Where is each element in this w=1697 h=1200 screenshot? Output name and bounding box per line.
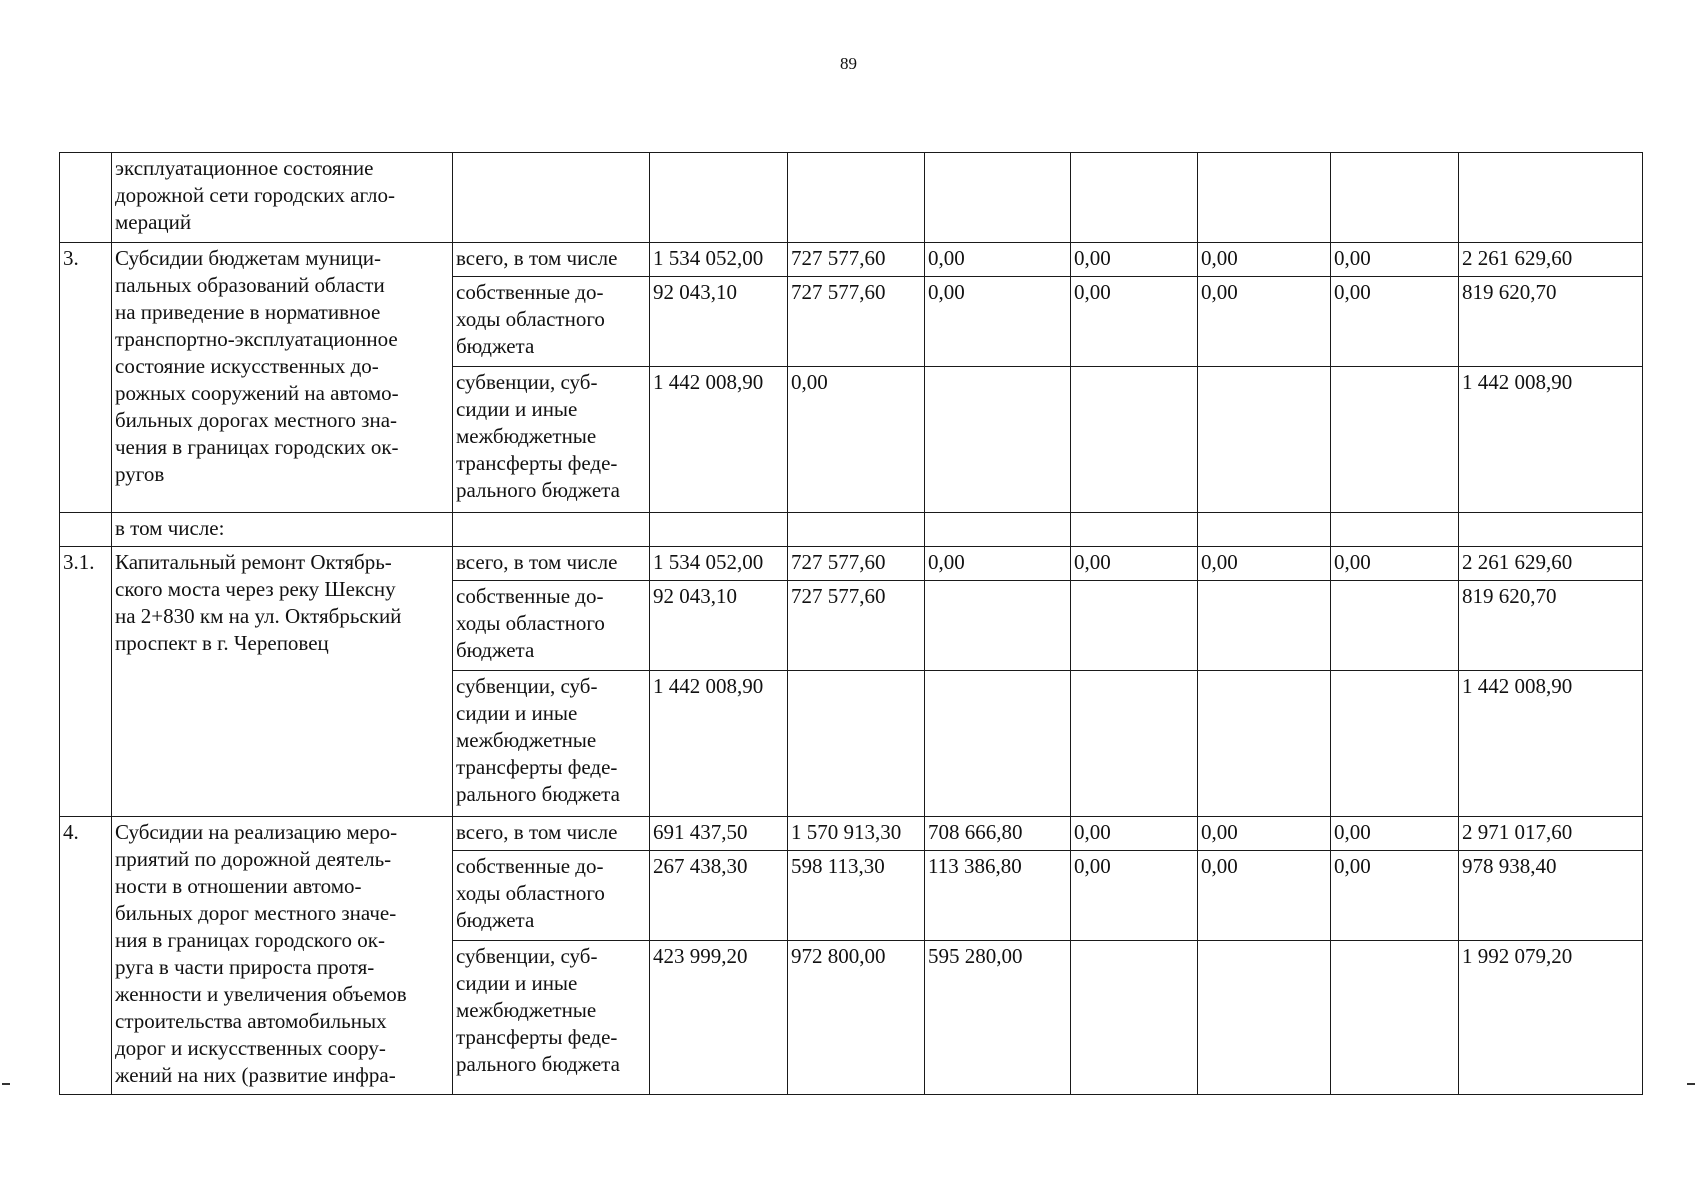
value-cell: 727 577,60 [788,581,925,671]
value-cell: 0,00 [1331,817,1459,851]
value-cell [1331,153,1459,243]
value-cell: 0,00 [1198,277,1331,367]
source-cell [453,513,650,547]
source-label: субвенции, суб- сидии и иные межбюджетные трансферты феде- рального бюджета [453,941,650,1095]
source-label: всего, в том числе [453,547,650,581]
value-cell [788,513,925,547]
source-label: всего, в том числе [453,243,650,277]
value-cell: 727 577,60 [788,243,925,277]
value-cell [1331,671,1459,817]
budget-table [59,152,1643,1095]
row-description: Капитальный ремонт Октябрь- ского моста через реку Шексну на 2+830 км на ул. Октябрьский проспект в г. Череповец [112,547,453,817]
value-cell: 0,00 [1331,277,1459,367]
row-number: 3.1. [60,547,112,817]
value-cell [1198,941,1331,1095]
source-label: всего, в том числе [453,817,650,851]
value-cell: 598 113,30 [788,851,925,941]
source-label: собственные до- ходы областного бюджета [453,277,650,367]
value-cell: 1 442 008,90 [650,367,788,513]
value-cell [1071,367,1198,513]
table-row [60,153,1643,243]
value-cell: 0,00 [1198,817,1331,851]
sum-cell [1459,513,1643,547]
sum-cell: 819 620,70 [1459,581,1643,671]
value-cell [1331,513,1459,547]
value-cell [1198,581,1331,671]
sum-cell: 2 261 629,60 [1459,243,1643,277]
value-cell: 0,00 [1071,817,1198,851]
value-cell [1071,513,1198,547]
scan-edge-mark [1687,1083,1695,1085]
value-cell: 972 800,00 [788,941,925,1095]
value-cell: 1 442 008,90 [650,671,788,817]
value-cell: 0,00 [1331,851,1459,941]
value-cell [1071,581,1198,671]
value-cell: 0,00 [1071,243,1198,277]
value-cell: 0,00 [1198,243,1331,277]
value-cell: 0,00 [1198,851,1331,941]
value-cell [650,513,788,547]
row-number: 4. [60,817,112,1095]
row-description: Субсидии на реализацию меро- приятий по дорожной деятель- ности в отношении автомо- бильных дорог местного значе- ния в границах городского ок- руга в части прироста протя- женности и увеличения объемов строительства автомобильных дорог и искусственных соору- жений на них (развитие инфра- [112,817,453,1095]
table-row [60,513,1643,547]
value-cell [1071,671,1198,817]
value-cell: 691 437,50 [650,817,788,851]
value-cell [1331,581,1459,671]
source-cell [453,153,650,243]
source-label: субвенции, суб- сидии и иные межбюджетные трансферты феде- рального бюджета [453,671,650,817]
sum-cell: 2 261 629,60 [1459,547,1643,581]
page-number: 89 [840,54,857,73]
source-label: субвенции, суб- сидии и иные межбюджетные трансферты феде- рального бюджета [453,367,650,513]
value-cell: 1 570 913,30 [788,817,925,851]
row-description: Субсидии бюджетам муници- пальных образований области на приведение в нормативное транспортно-эксплуатационное состояние искусственных до- рожных сооружений на автомо- бильных дорогах местного зна- чения в границах городских ок- ругов [112,243,453,513]
value-cell [925,513,1071,547]
value-cell [1198,367,1331,513]
scan-edge-mark [2,1083,10,1085]
value-cell [1071,153,1198,243]
value-cell: 113 386,80 [925,851,1071,941]
value-cell: 727 577,60 [788,547,925,581]
row-description: эксплуатационное состояние дорожной сети городских агло- мераций [112,153,453,243]
value-cell: 0,00 [925,243,1071,277]
value-cell: 0,00 [925,277,1071,367]
row-number-cell [60,513,112,547]
value-cell [788,153,925,243]
including-label: в том числе: [112,513,453,547]
value-cell: 0,00 [1071,547,1198,581]
value-cell [925,581,1071,671]
value-cell: 595 280,00 [925,941,1071,1095]
value-cell: 92 043,10 [650,277,788,367]
table-row [60,243,1643,277]
sum-cell: 978 938,40 [1459,851,1643,941]
row-number: 3. [60,243,112,513]
sum-cell: 1 442 008,90 [1459,671,1643,817]
sum-cell: 1 992 079,20 [1459,941,1643,1095]
table-row [60,547,1643,581]
value-cell: 1 534 052,00 [650,243,788,277]
value-cell [925,367,1071,513]
value-cell: 727 577,60 [788,277,925,367]
value-cell: 0,00 [1198,547,1331,581]
value-cell [1331,941,1459,1095]
value-cell [1071,941,1198,1095]
value-cell [1198,153,1331,243]
value-cell: 708 666,80 [925,817,1071,851]
value-cell: 267 438,30 [650,851,788,941]
value-cell: 92 043,10 [650,581,788,671]
value-cell [1198,671,1331,817]
value-cell [1331,367,1459,513]
value-cell [925,671,1071,817]
value-cell [650,153,788,243]
value-cell: 1 534 052,00 [650,547,788,581]
value-cell: 0,00 [925,547,1071,581]
value-cell: 0,00 [788,367,925,513]
value-cell: 0,00 [1071,851,1198,941]
value-cell: 0,00 [1071,277,1198,367]
value-cell [788,671,925,817]
source-label: собственные до- ходы областного бюджета [453,581,650,671]
value-cell: 0,00 [1331,547,1459,581]
sum-cell: 819 620,70 [1459,277,1643,367]
row-number-cell [60,153,112,243]
value-cell [925,153,1071,243]
value-cell: 0,00 [1331,243,1459,277]
value-cell: 423 999,20 [650,941,788,1095]
table-row [60,817,1643,851]
value-cell [1198,513,1331,547]
source-label: собственные до- ходы областного бюджета [453,851,650,941]
sum-cell [1459,153,1643,243]
sum-cell: 1 442 008,90 [1459,367,1643,513]
sum-cell: 2 971 017,60 [1459,817,1643,851]
